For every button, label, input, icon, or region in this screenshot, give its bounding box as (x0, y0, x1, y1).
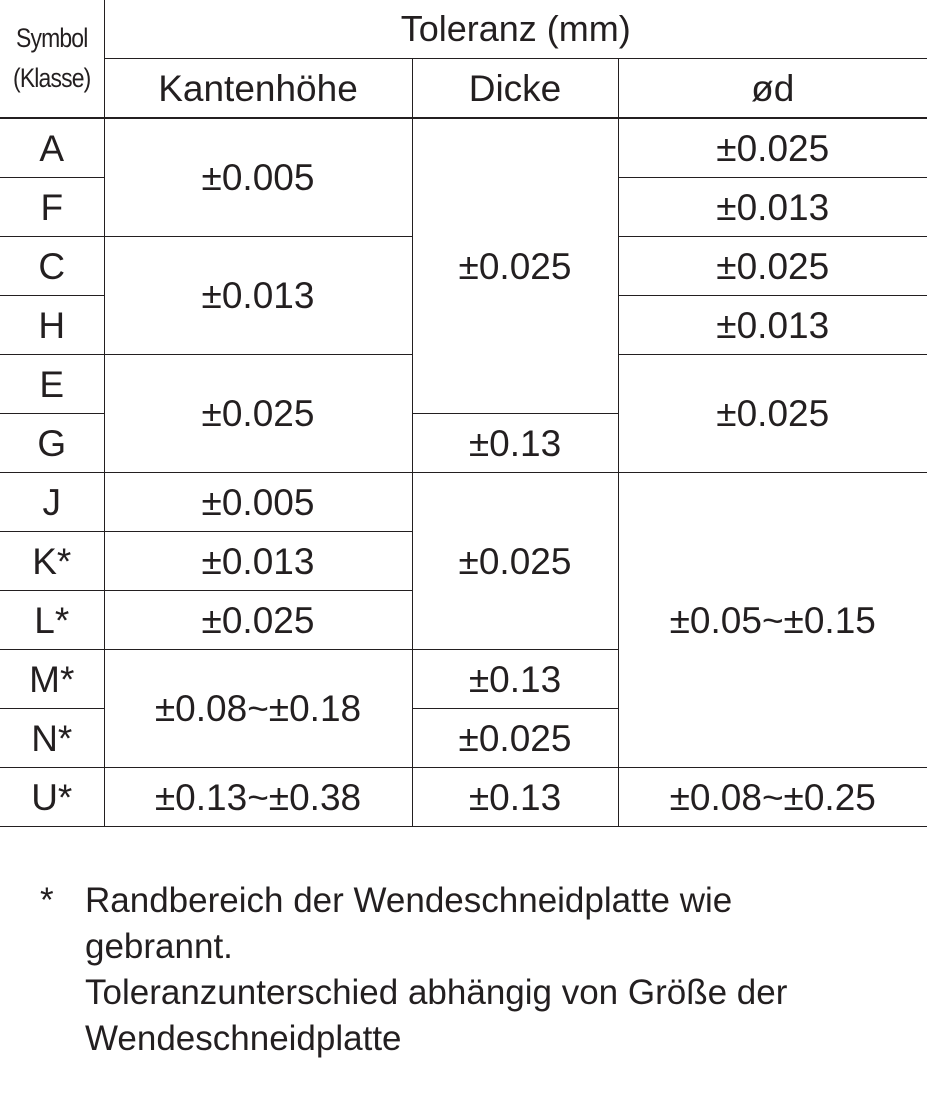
kantenhoehe-cell: ±0.013 (104, 532, 412, 591)
dicke-cell: ±0.13 (412, 768, 618, 827)
dicke-cell: ±0.025 (412, 473, 618, 650)
table-row (0, 473, 927, 532)
od-cell: ±0.025 (618, 237, 927, 296)
symbol-cell: N* (0, 709, 104, 768)
symbol-cell: H (0, 296, 104, 355)
kantenhoehe-cell: ±0.025 (104, 591, 412, 650)
od-cell: ±0.013 (618, 296, 927, 355)
footnote-marker: * (40, 881, 54, 920)
od-header: ød (618, 59, 927, 119)
kantenhoehe-header: Kantenhöhe (104, 59, 412, 119)
footnote-line: Randbereich der Wendeschneidplatte wie (85, 881, 733, 920)
symbol-cell: U* (0, 768, 104, 827)
symbol-cell: E (0, 355, 104, 414)
symbol-cell: K* (0, 532, 104, 591)
kantenhoehe-cell: ±0.13~±0.38 (104, 768, 412, 827)
od-cell: ±0.025 (618, 118, 927, 178)
od-cell: ±0.013 (618, 178, 927, 237)
od-cell: ±0.08~±0.25 (618, 768, 927, 827)
symbol-cell: M* (0, 650, 104, 709)
dicke-header: Dicke (412, 59, 618, 119)
symbol-cell: G (0, 414, 104, 473)
symbol-cell: A (0, 118, 104, 178)
symbol-cell: L* (0, 591, 104, 650)
symbol-header-label: Symbol (Klasse) (13, 23, 91, 93)
kantenhoehe-cell: ±0.013 (104, 237, 412, 355)
kantenhoehe-cell: ±0.005 (104, 118, 412, 237)
kantenhoehe-cell: ±0.025 (104, 355, 412, 473)
footnote-line: Toleranzunterschied abhängig von Größe der (85, 973, 788, 1012)
dicke-cell: ±0.13 (412, 414, 618, 473)
tolerance-header: Toleranz (mm) (104, 0, 927, 59)
dicke-cell: ±0.025 (412, 709, 618, 768)
footnote (40, 878, 900, 1062)
table-row (0, 118, 927, 178)
dicke-cell: ±0.025 (412, 118, 618, 414)
kantenhoehe-cell: ±0.005 (104, 473, 412, 532)
dicke-cell: ±0.13 (412, 650, 618, 709)
od-cell: ±0.05~±0.15 (618, 473, 927, 768)
symbol-cell: J (0, 473, 104, 532)
od-cell: ±0.025 (618, 355, 927, 473)
kantenhoehe-cell: ±0.08~±0.18 (104, 650, 412, 768)
footnote-line: Wendeschneidplatte (85, 1019, 402, 1058)
table-row (0, 768, 927, 827)
symbol-cell: F (0, 178, 104, 237)
symbol-header (0, 0, 104, 118)
symbol-cell: C (0, 237, 104, 296)
footnote-line: gebrannt. (85, 927, 233, 966)
